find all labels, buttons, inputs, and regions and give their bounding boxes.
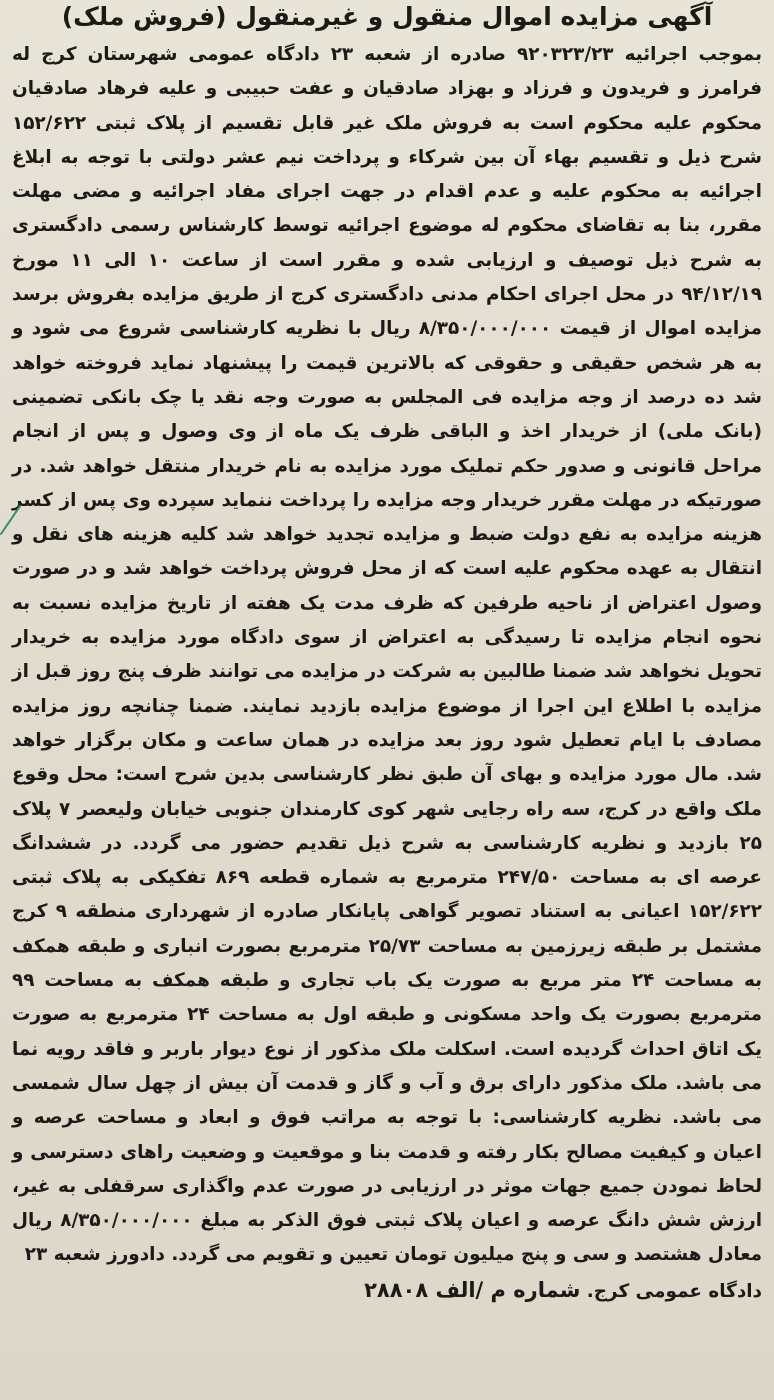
notice-title: آگهی مزایده اموال منقول و غیرمنقول (فروش ملک): [61, 2, 713, 31]
reference-number: شماره م /الف ۲۸۸۰۸: [364, 1277, 581, 1302]
pen-mark-icon: [0, 500, 22, 540]
signoff-text: دادگاه عمومی کرج.: [586, 1280, 762, 1302]
notice-body: [12, 38, 762, 1273]
notice-paragraph: بموجب اجرائیه ۹۲۰۳۲۳/۲۳ صادره از شعبه ۲۳ دادگاه عمومی شهرستان کرج له فرامرز و فریدون و فرزاد و بهزاد صادقیان و عفت حبیبی و علیه فرهاد صادقیان محکوم علیه محکوم است به فروش ملک غیر قابل تقسیم از پلاک ثبتی ۱۵۲/۶۲۲ شرح ذیل و تقسیم بهاء آن بین شرکاء و پرداخت نیم عشر دولتی با توجه به ابلاغ اجرائیه به محکوم علیه و عدم اقدام در جهت اجرای مفاد اجرائیه و مضی مهلت مقرر، بنا به تقاضای محکوم له موضوع اجرائیه توسط کارشناس رسمی دادگستری به شرح ذیل توصیف و ارزیابی شده و مقرر است از ساعت ۱۰ الی ۱۱ مورخ ۹۴/۱۲/۱۹ در محل اجرای احکام مدنی دادگستری کرج از طریق مزایده بفروش برسد مزایده اموال از قیمت ۸/۳۵۰/۰۰۰/۰۰۰ ریال با نظریه کارشناسی شروع می شود و به هر شخص حقیقی و حقوقی که بالاترین قیمت را پیشنهاد نماید فروخته خواهد شد ده درصد از وجه مزایده فی المجلس به صورت وجه نقد یا چک بانکی تضمینی (بانک ملی) از خریدار اخذ و الباقی ظرف یک ماه از وی وصول و پس از انجام مراحل قانونی و صدور حکم تملیک مورد مزایده به نام خریدار منتقل خواهد شد. در صورتیکه در مهلت مقرر خریدار وجه مزایده را پرداخت ننماید سپرده وی پس از کسر هزینه مزایده به نفع دولت ضبط و مزایده تجدید خواهد شد کلیه هزینه های نقل و انتقال به عهده محکوم علیه است که از محل فروش پرداخت خواهد شد و در صورت وصول اعتراض از ناحیه طرفین که ظرف مدت یک هفته از تاریخ مزایده نسبت به نحوه انجام مزایده تا رسیدگی به اعتراض از سوی دادگاه مورد مزایده به خریدار تحویل نخواهد شد ضمنا طالبین به شرکت در مزایده می توانند ظرف پنج روز قبل از مزایده با اطلاع این اجرا از موضوع مزایده بازدید نمایند. ضمنا چنانچه روز مزایده مصادف با ایام تعطیل شود روز بعد مزایده در همان ساعت و مکان برگزار خواهد شد. مال مورد مزایده و بهای آن طبق نظر کارشناسی بدین شرح است: محل وقوع ملک واقع در کرج، سه راه رجایی شهر کوی کارمندان جنوبی خیابان ولیعصر ۷ پلاک ۲۵ بازدید و نظریه کارشناسی به شرح ذیل تقدیم حضور می گردد. در ششدانگ عرصه ای به مساحت ۲۴۷/۵۰ مترمربع به شماره قطعه ۸۶۹ تفکیکی به پلاک ثبتی ۱۵۲/۶۲۲ اعیانی به استناد تصویر گواهی پایانکار صادره از شهرداری منطقه ۹ کرج مشتمل بر طبقه زیرزمین به مساحت ۲۵/۷۳ مترمربع بصورت انباری و طبقه همکف به مساحت ۲۴ متر مربع به صورت یک باب تجاری و طبقه همکف به مساحت ۹۹ مترمربع بصورت یک واحد مسکونی و طبقه اول به مساحت ۲۴ مترمربع به صورت یک اتاق احداث گردیده است. اسکلت ملک مذکور از نوع دیوار باربر و فاقد رویه نما می باشد. ملک مذکور دارای برق و آب و گاز و قدمت آن بیش از چهل سال شمسی می باشد. نظریه کارشناسی: با توجه به مراتب فوق و ابعاد و مساحت عرصه و اعیان و کیفیت مصالح بکار رفته و قدمت بنا و موقعیت و وضعیت راهای دسترسی و لحاظ نمودن جمیع جهات موثر در ارزیابی در صورت عدم واگذاری سرقفلی به غیر، ارزش شش دانگ عرصه و اعیان پلاک ثبتی فوق الذکر به مبلغ ۸/۳۵۰/۰۰۰/۰۰۰ ریال معادل هشتصد و سی و پنج میلیون تومان تعیین و تقویم می گردد. دادورز شعبه ۲۳: [12, 44, 763, 1266]
notice-signoff: [12, 1273, 762, 1309]
